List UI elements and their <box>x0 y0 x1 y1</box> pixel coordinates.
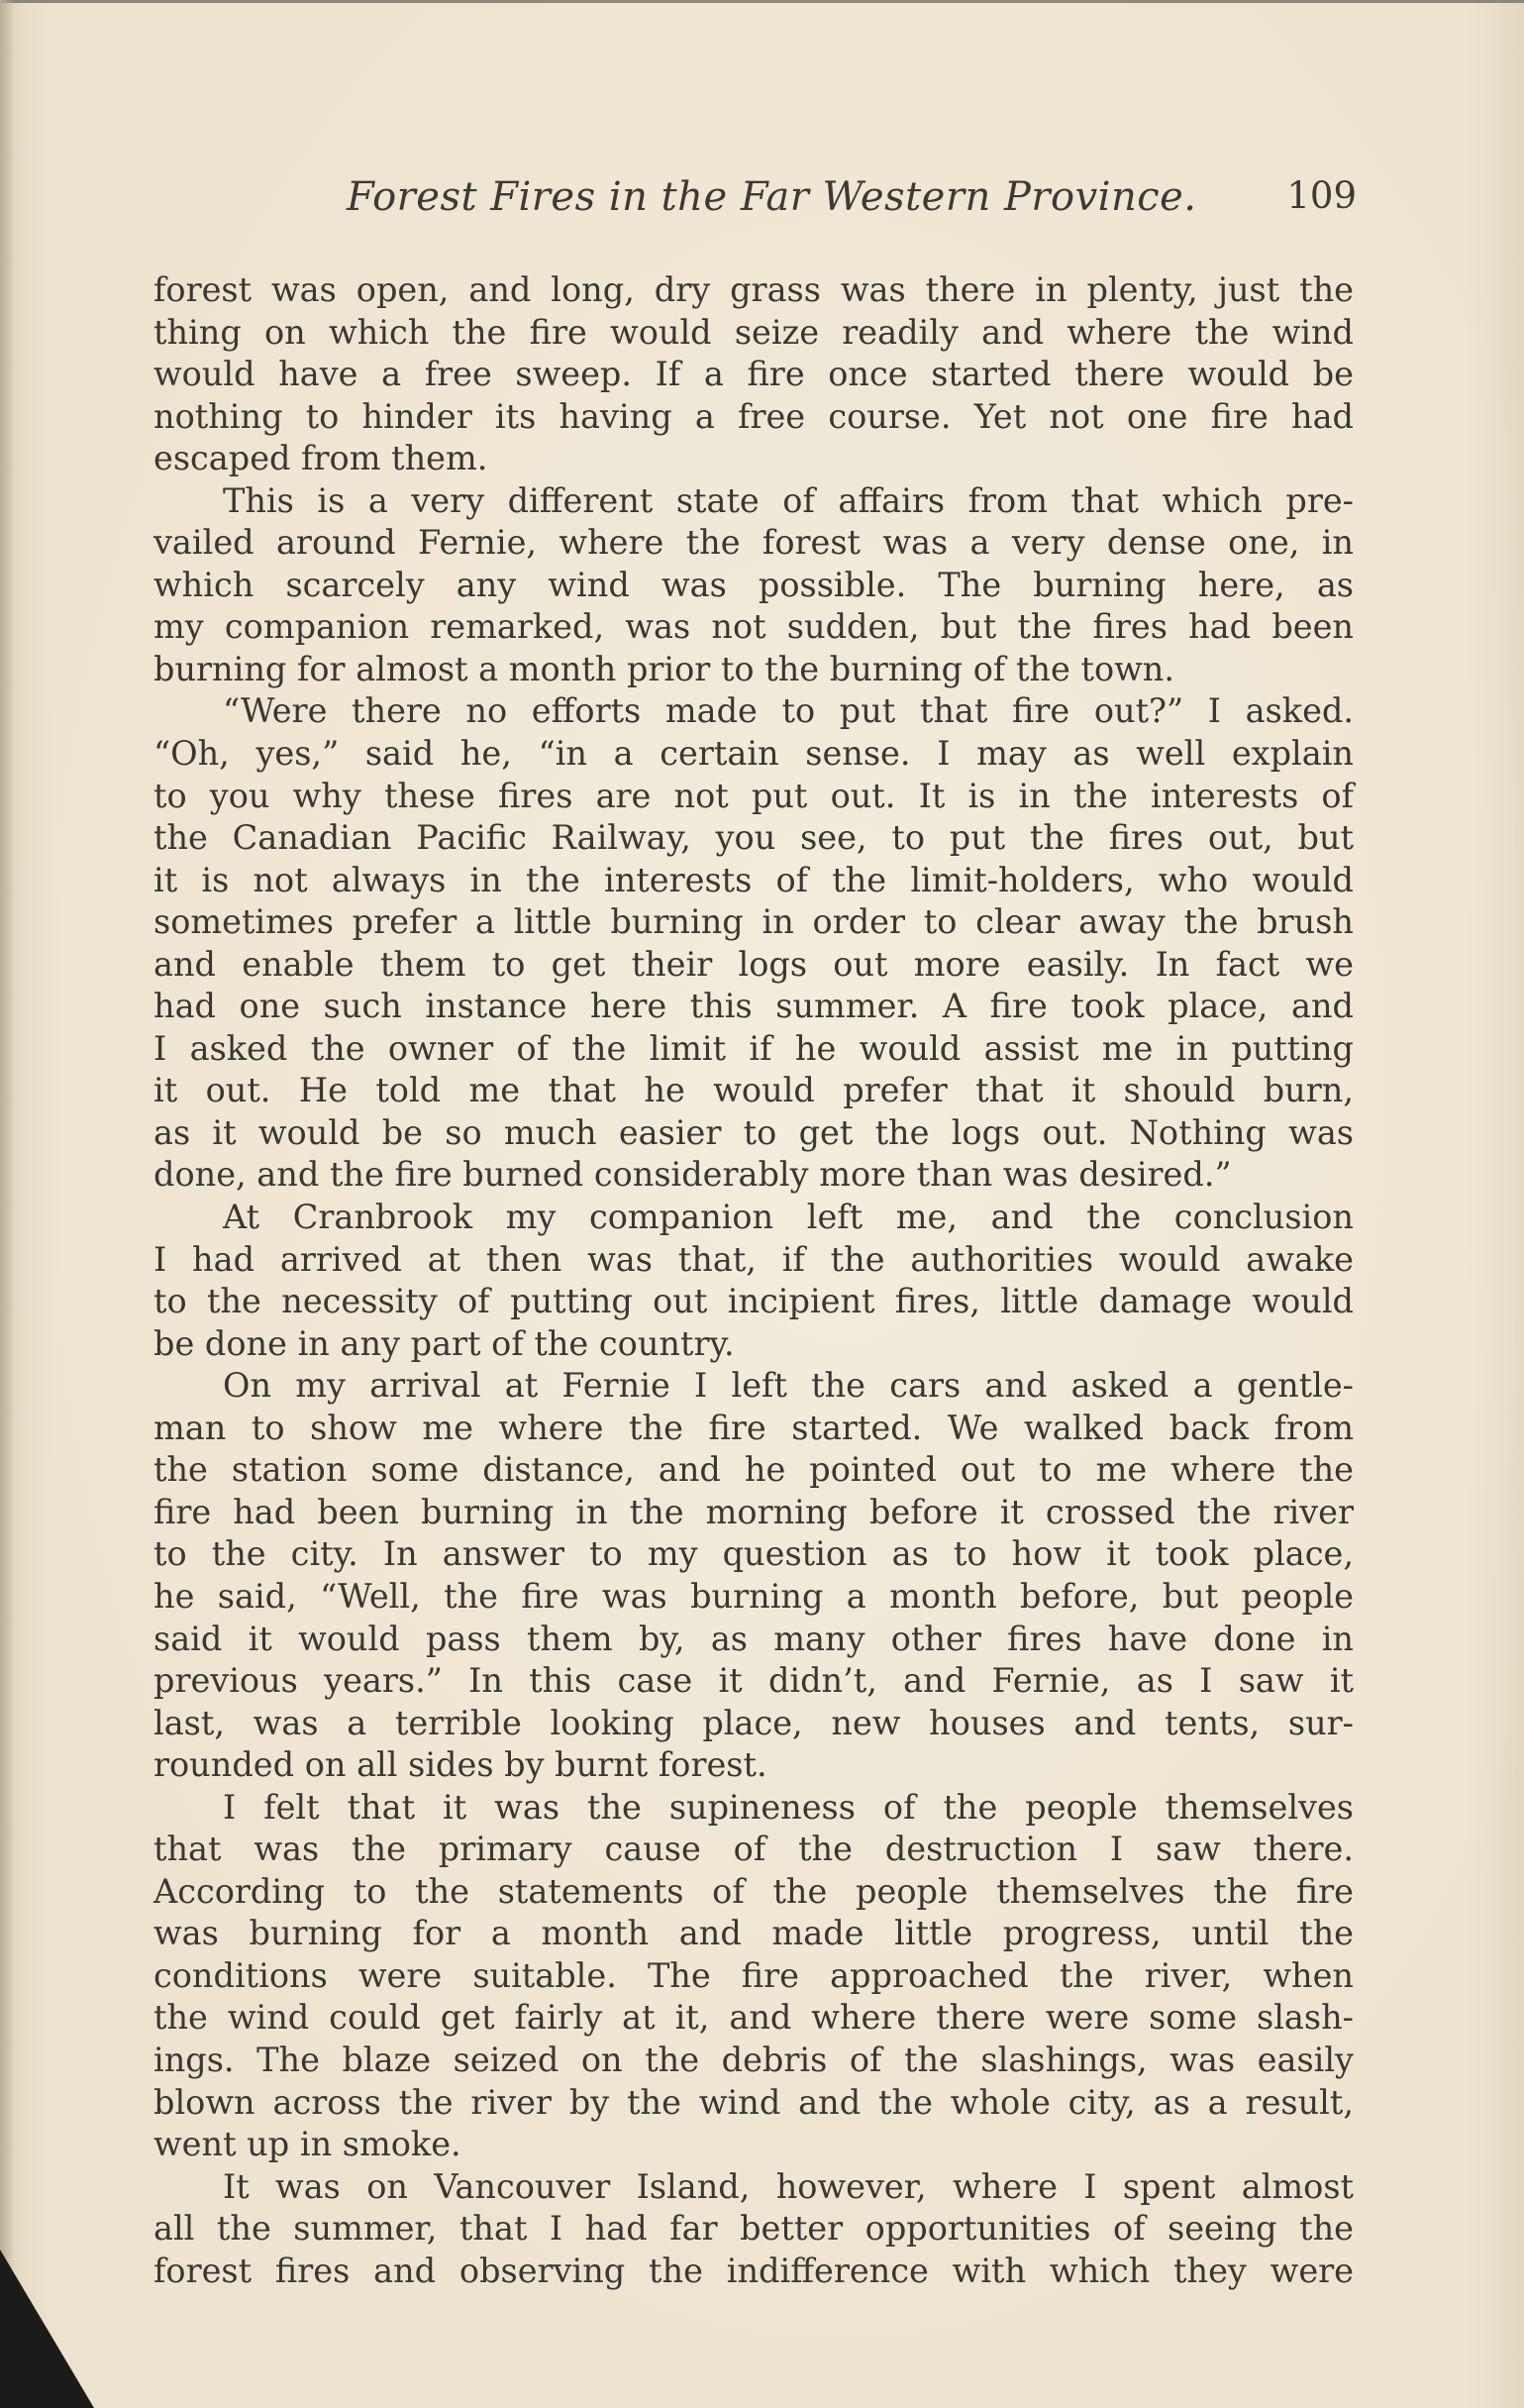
text-line: which scarcely any wind was possible. The burning here, as <box>153 565 1354 604</box>
text-line: man to show me where the fire started. We walked back from <box>153 1408 1354 1447</box>
text-line: It was on Vancouver Island, however, where I spent almost <box>223 2166 1354 2206</box>
text-line: the Canadian Pacific Railway, you see, to put the fires out, but <box>153 818 1354 858</box>
text-line: According to the statements of the people themselves the fire <box>153 1871 1354 1911</box>
text-line: previous years.” In this case it didn’t, and Fernie, as I saw it <box>153 1661 1354 1701</box>
text-line: done, and the fire burned considerably more than was desired.” <box>153 1155 1232 1195</box>
text-line: said it would pass them by, as many other fires have done in <box>153 1619 1354 1658</box>
text-line: I asked the owner of the limit if he would assist me in putting <box>153 1028 1354 1068</box>
text-line: fire had been burning in the morning before it crossed the river <box>153 1492 1354 1531</box>
text-line: it is not always in the interests of the limit-holders, who would <box>153 860 1354 899</box>
text-line: This is a very different state of affairs from that which pre- <box>223 480 1354 520</box>
page-header <box>347 174 1357 234</box>
page-top-edge <box>0 0 1524 3</box>
text-line: it out. He told me that he would prefer that it should burn, <box>153 1071 1354 1110</box>
running-title: Forest Fires in the Far Western Province. <box>347 174 1197 220</box>
text-line: nothing to hinder its having a free course. Yet not one fire had <box>153 396 1354 436</box>
text-line: that was the primary cause of the destruction I saw there. <box>153 1830 1354 1869</box>
text-line: thing on which the fire would seize readily and where the wind <box>153 312 1354 352</box>
text-line: the station some distance, and he pointed out to me where the <box>153 1450 1354 1490</box>
text-line: to the necessity of putting out incipient fires, little damage would <box>153 1282 1354 1321</box>
text-line: my companion remarked, was not sudden, but the fires had been <box>153 607 1354 647</box>
text-line: blown across the river by the wind and the whole city, as a result, <box>153 2082 1354 2122</box>
binding-shadow <box>0 0 14 2408</box>
text-line: “Were there no efforts made to put that fire out?” I asked. <box>223 691 1354 731</box>
page-number: 109 <box>1286 174 1357 217</box>
text-line: he said, “Well, the fire was burning a month before, but people <box>153 1576 1354 1616</box>
text-line: was burning for a month and made little progress, until the <box>153 1914 1354 1953</box>
text-line: rounded on all sides by burnt forest. <box>153 1745 767 1785</box>
text-line: “Oh, yes,” said he, “in a certain sense. I may as well explain <box>153 734 1354 774</box>
text-line: went up in smoke. <box>153 2125 461 2164</box>
text-line: be done in any part of the country. <box>153 1323 735 1363</box>
text-line: At Cranbrook my companion left me, and the conclusion <box>223 1198 1354 1237</box>
body-text <box>153 269 1354 2292</box>
text-line: forest fires and observing the indifference with which they were <box>153 2251 1354 2290</box>
text-line: and enable them to get their logs out more easily. In fact we <box>153 944 1354 984</box>
text-line: sometimes prefer a little burning in order to clear away the brush <box>153 902 1354 942</box>
text-line: burning for almost a month prior to the burning of the town. <box>153 649 1175 688</box>
text-line: all the summer, that I had far better opportunities of seeing the <box>153 2209 1354 2249</box>
text-line: had one such instance here this summer. A fire took place, and <box>153 987 1354 1026</box>
text-line: to the city. In answer to my question as to how it took place, <box>153 1534 1354 1574</box>
text-line: would have a free sweep. If a fire once started there would be <box>153 355 1354 394</box>
text-line: ings. The blaze seized on the debris of the slashings, was easily <box>153 2040 1354 2079</box>
text-line: I had arrived at then was that, if the authorities would awake <box>153 1239 1354 1279</box>
text-line: escaped from them. <box>153 439 488 478</box>
text-line: On my arrival at Fernie I left the cars and asked a gentle- <box>223 1366 1354 1406</box>
text-line: vailed around Fernie, where the forest was a very dense one, in <box>153 523 1354 563</box>
text-line: I felt that it was the supineness of the people themselves <box>223 1787 1354 1827</box>
page-corner-shadow <box>0 2250 94 2408</box>
text-line: forest was open, and long, dry grass was there in plenty, just the <box>153 270 1354 309</box>
text-line: as it would be so much easier to get the logs out. Nothing was <box>153 1112 1354 1152</box>
text-line: conditions were suitable. The fire approached the river, when <box>153 1955 1354 1995</box>
text-line: to you why these fires are not put out. It is in the interests of <box>153 776 1354 815</box>
text-line: the wind could get fairly at it, and where there were some slash- <box>153 1998 1354 2038</box>
text-line: last, was a terrible looking place, new houses and tents, sur- <box>153 1703 1354 1742</box>
